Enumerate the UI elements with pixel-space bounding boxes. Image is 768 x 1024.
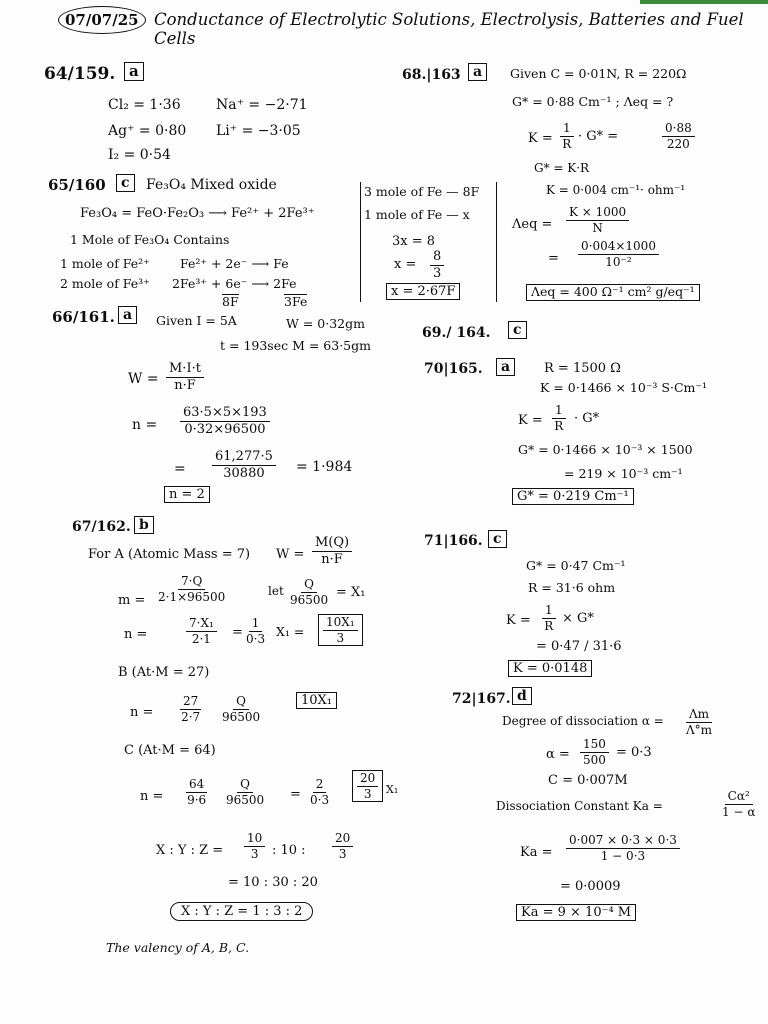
fraction <box>290 578 328 606</box>
fraction <box>318 614 363 646</box>
fraction <box>212 450 276 480</box>
q67-label: = <box>232 625 243 640</box>
fraction-den: 3 <box>250 846 259 861</box>
q65-answer: c <box>116 174 135 192</box>
fraction-den: n·F <box>174 377 196 393</box>
fraction-den: 3 <box>433 265 442 281</box>
q68-label: Λeq = <box>512 217 553 232</box>
fraction-num: M·I·t <box>166 362 204 378</box>
fraction <box>580 738 609 766</box>
fraction-num: 20 <box>357 772 378 787</box>
q70-label: · G* <box>574 411 600 426</box>
q72-line: Degree of dissociation α = <box>502 714 664 728</box>
q70-label: K = <box>518 413 543 428</box>
q65-number: 65/160 <box>48 176 106 194</box>
fraction-den: 10⁻² <box>605 254 632 269</box>
fraction-num: 10X₁ <box>323 616 358 631</box>
q68-line: G* = 0·88 Cm⁻¹ ; Λeq = ? <box>512 94 674 109</box>
q72-label: Ka = <box>520 845 553 860</box>
fraction-den: n·F <box>321 551 343 567</box>
q64-line: I₂ = 0·54 <box>108 147 171 163</box>
top-accent-bar <box>640 0 768 4</box>
fraction-den: 9·6 <box>187 792 207 807</box>
fraction-num: 61,277·5 <box>212 450 276 466</box>
fraction-num: 7·Q <box>178 575 205 590</box>
fraction-num: 1 <box>249 617 263 632</box>
q68-answer: a <box>468 63 487 81</box>
q67-label: X₁ <box>386 783 399 796</box>
fraction-den: 0·3 <box>246 631 266 646</box>
fraction-num: Q <box>237 778 253 793</box>
q65-right-line: 3 mole of Fe — 8F <box>364 184 480 199</box>
q65-line: 1 Mole of Fe₃O₄ Contains <box>70 232 230 247</box>
fraction-num: 1 <box>560 122 574 137</box>
fraction <box>180 406 270 436</box>
q67-label: n = <box>140 789 164 804</box>
fraction-den: 220 <box>666 136 690 151</box>
fraction <box>246 617 265 645</box>
fraction-den: 96500 <box>222 709 261 724</box>
q66-answer: a <box>118 306 137 324</box>
q66-given: Given I = 5A <box>156 313 237 328</box>
fraction <box>180 695 201 723</box>
fraction <box>686 708 712 736</box>
q71-line: = 0·47 / 31·6 <box>536 639 622 654</box>
q71-final: K = 0·0148 <box>508 660 592 677</box>
fraction-den: 3 <box>363 786 372 801</box>
q67-label: = X₁ <box>336 585 366 600</box>
q70-answer: a <box>496 358 515 376</box>
fraction-den: Λ°m <box>686 722 713 737</box>
fraction-den: 3 <box>336 630 345 645</box>
q65-right-line: x = <box>394 257 417 272</box>
q65-line: Fe₃O₄ = FeO·Fe₂O₃ ⟶ Fe²⁺ + 2Fe³⁺ <box>80 206 315 221</box>
q72-answer: d <box>512 687 532 705</box>
q68-label: · G* = <box>578 129 619 144</box>
fraction-num: 0·004×1000 <box>578 240 659 255</box>
fraction-den: 2·1×96500 <box>158 589 226 604</box>
q67-footnote: The valency of A, B, C. <box>106 940 250 955</box>
q67-answer: b <box>134 516 154 534</box>
fraction <box>226 778 264 806</box>
q70-line: = 219 × 10⁻³ cm⁻¹ <box>564 466 683 481</box>
q66-number: 66/161. <box>52 308 115 326</box>
q67-number: 67/162. <box>72 519 131 535</box>
q68-label: K = <box>528 131 553 146</box>
q68-final: Λeq = 400 Ω⁻¹ cm² g/eq⁻¹ <box>526 284 700 301</box>
q65-result: x = 2·67F <box>386 283 460 300</box>
fraction-den: N <box>592 220 603 235</box>
fraction <box>566 834 680 862</box>
q67-final: X : Y : Z = 1 : 3 : 2 <box>170 902 313 921</box>
fraction-num: 10 <box>244 832 265 847</box>
q71-label: × G* <box>562 611 594 626</box>
q67-label: X₁ = <box>276 624 305 639</box>
q67-line: C (At·M = 64) <box>124 743 216 758</box>
fraction <box>222 695 260 723</box>
q70-line: G* = 0·1466 × 10⁻³ × 1500 <box>518 442 693 457</box>
fraction <box>158 575 225 603</box>
q71-number: 71|166. <box>424 533 483 549</box>
fraction <box>552 404 566 432</box>
q64-line: Li⁺ = −3·05 <box>216 123 301 139</box>
q66-label: = <box>174 461 186 477</box>
q70-final: G* = 0·219 Cm⁻¹ <box>512 488 634 505</box>
fraction-den: 2·7 <box>181 709 201 724</box>
fraction-num: M(Q) <box>312 536 352 552</box>
q64-answer: a <box>124 62 144 81</box>
fraction-den: 2·1 <box>191 631 211 646</box>
q69-answer: c <box>508 321 527 339</box>
fraction-den: 1 − 0·3 <box>600 848 646 863</box>
q67-label: n = <box>124 627 148 642</box>
q67-line: B (At·M = 27) <box>118 665 210 680</box>
fraction-num: 20 <box>332 832 353 847</box>
fraction-num: Cα² <box>725 790 753 805</box>
q67-label: X : Y : Z = <box>156 843 224 858</box>
q65-line: Fe²⁺ + 2e⁻ ⟶ Fe <box>180 256 289 271</box>
q64-line: Cl₂ = 1·36 <box>108 97 181 113</box>
q65-right-line: 3x = 8 <box>392 234 436 249</box>
q70-number: 70|165. <box>424 361 483 377</box>
q65-line: 2 mole of Fe³⁺ <box>60 276 150 291</box>
q65-title: Fe₃O₄ Mixed oxide <box>146 177 277 193</box>
fraction-num: Λm <box>686 708 712 723</box>
page-title: Conductance of Electrolytic Solutions, Electrolysis, Batteries and Fuel Cells <box>154 10 744 48</box>
fraction <box>332 832 353 860</box>
q65-line: 1 mole of Fe²⁺ <box>60 256 150 271</box>
fraction-den: R <box>554 418 564 433</box>
q65-line: 3Fe <box>284 294 308 309</box>
q68-label: = <box>548 251 559 266</box>
q70-line: R = 1500 Ω <box>544 361 621 376</box>
fraction-num: 64 <box>186 778 207 793</box>
q66-final: n = 2 <box>164 486 210 503</box>
q67-line: = 10 : 30 : 20 <box>228 875 318 890</box>
q67-label: let <box>268 584 284 598</box>
q68-line: G* = K·R <box>534 161 590 175</box>
q71-line: G* = 0·47 Cm⁻¹ <box>526 558 626 573</box>
q66-given: W = 0·32gm <box>286 316 365 331</box>
q64-line: Na⁺ = −2·71 <box>216 97 308 113</box>
fraction-num: 150 <box>580 738 609 753</box>
date-stamp: 07/07/25 <box>58 6 146 34</box>
q72-label: α = <box>546 747 570 762</box>
q67-label: m = <box>118 593 146 608</box>
fraction-num: 1 <box>542 604 556 619</box>
fraction <box>352 770 383 802</box>
fraction <box>186 778 207 806</box>
fraction <box>560 122 574 150</box>
q66-given: t = 193sec M = 63·5gm <box>220 338 371 353</box>
q72-label: = 0·3 <box>616 745 652 760</box>
fraction-num: K × 1000 <box>566 206 629 221</box>
fraction <box>542 604 556 632</box>
fraction-num: Q <box>301 578 317 593</box>
q65-line: 8F <box>222 294 239 309</box>
fraction-den: R <box>544 618 554 633</box>
fraction-den: 96500 <box>226 792 265 807</box>
fraction-den: 96500 <box>290 592 329 607</box>
fraction <box>312 536 352 566</box>
q67-label: W = <box>276 547 305 562</box>
fraction-num: 27 <box>180 695 201 710</box>
q66-label: W = <box>128 371 159 387</box>
fraction-den: 3 <box>338 846 347 861</box>
q72-final: Ka = 9 × 10⁻⁴ M <box>516 904 636 921</box>
fraction <box>578 240 659 268</box>
q70-line: K = 0·1466 × 10⁻³ S·Cm⁻¹ <box>540 380 707 395</box>
fraction-den: 500 <box>583 752 606 767</box>
fraction <box>186 617 217 645</box>
fraction <box>662 122 695 150</box>
q68-line: K = 0·004 cm⁻¹· ohm⁻¹ <box>546 183 686 197</box>
fraction-num: 7·X₁ <box>186 617 217 632</box>
fraction <box>310 778 329 806</box>
q69-number: 69./ 164. <box>422 325 491 341</box>
fraction <box>430 250 444 280</box>
fraction-num: 0·007 × 0·3 × 0·3 <box>566 834 680 849</box>
fraction <box>244 832 265 860</box>
q65-line: 2Fe³⁺ + 6e⁻ ⟶ 2Fe <box>172 276 297 291</box>
fraction <box>166 362 204 392</box>
fraction-num: 2 <box>313 778 327 793</box>
q68-given: Given C = 0·01N, R = 220Ω <box>510 66 687 81</box>
q67-label: : 10 : <box>272 843 306 858</box>
q67-b-result: 10X₁ <box>296 692 337 709</box>
q67-label: n = <box>130 705 154 720</box>
q66-label: n = <box>132 417 158 433</box>
fraction-num: Q <box>233 695 249 710</box>
fraction-num: 63·5×5×193 <box>180 406 270 422</box>
fraction-num: 8 <box>430 250 444 266</box>
divider <box>360 182 361 302</box>
fraction <box>722 790 755 818</box>
q65-right-line: 1 mole of Fe — x <box>364 207 470 222</box>
fraction-den: 0·32×96500 <box>184 421 266 437</box>
q67-line: For A (Atomic Mass = 7) <box>88 547 251 562</box>
fraction-den: R <box>562 136 572 151</box>
fraction-den: 0·3 <box>310 792 330 807</box>
q64-number: 64/159. <box>44 64 116 84</box>
q71-answer: c <box>488 530 507 548</box>
q71-line: R = 31·6 ohm <box>528 580 616 595</box>
q67-label: = <box>290 787 301 802</box>
fraction-num: 1 <box>552 404 566 419</box>
q68-number: 68.|163 <box>402 67 461 83</box>
q71-label: K = <box>506 613 531 628</box>
q72-number: 72|167. <box>452 691 511 707</box>
q72-line: Dissociation Constant Ka = <box>496 799 663 813</box>
q66-result: = 1·984 <box>296 459 353 475</box>
fraction-den: 30880 <box>223 465 265 481</box>
fraction-num: 0·88 <box>662 122 695 137</box>
divider <box>496 182 497 302</box>
q64-line: Ag⁺ = 0·80 <box>108 123 187 139</box>
q72-line: C = 0·007M <box>548 773 628 788</box>
fraction <box>566 206 629 234</box>
q72-line: = 0·0009 <box>560 879 621 894</box>
fraction-den: 1 − α <box>722 804 756 819</box>
